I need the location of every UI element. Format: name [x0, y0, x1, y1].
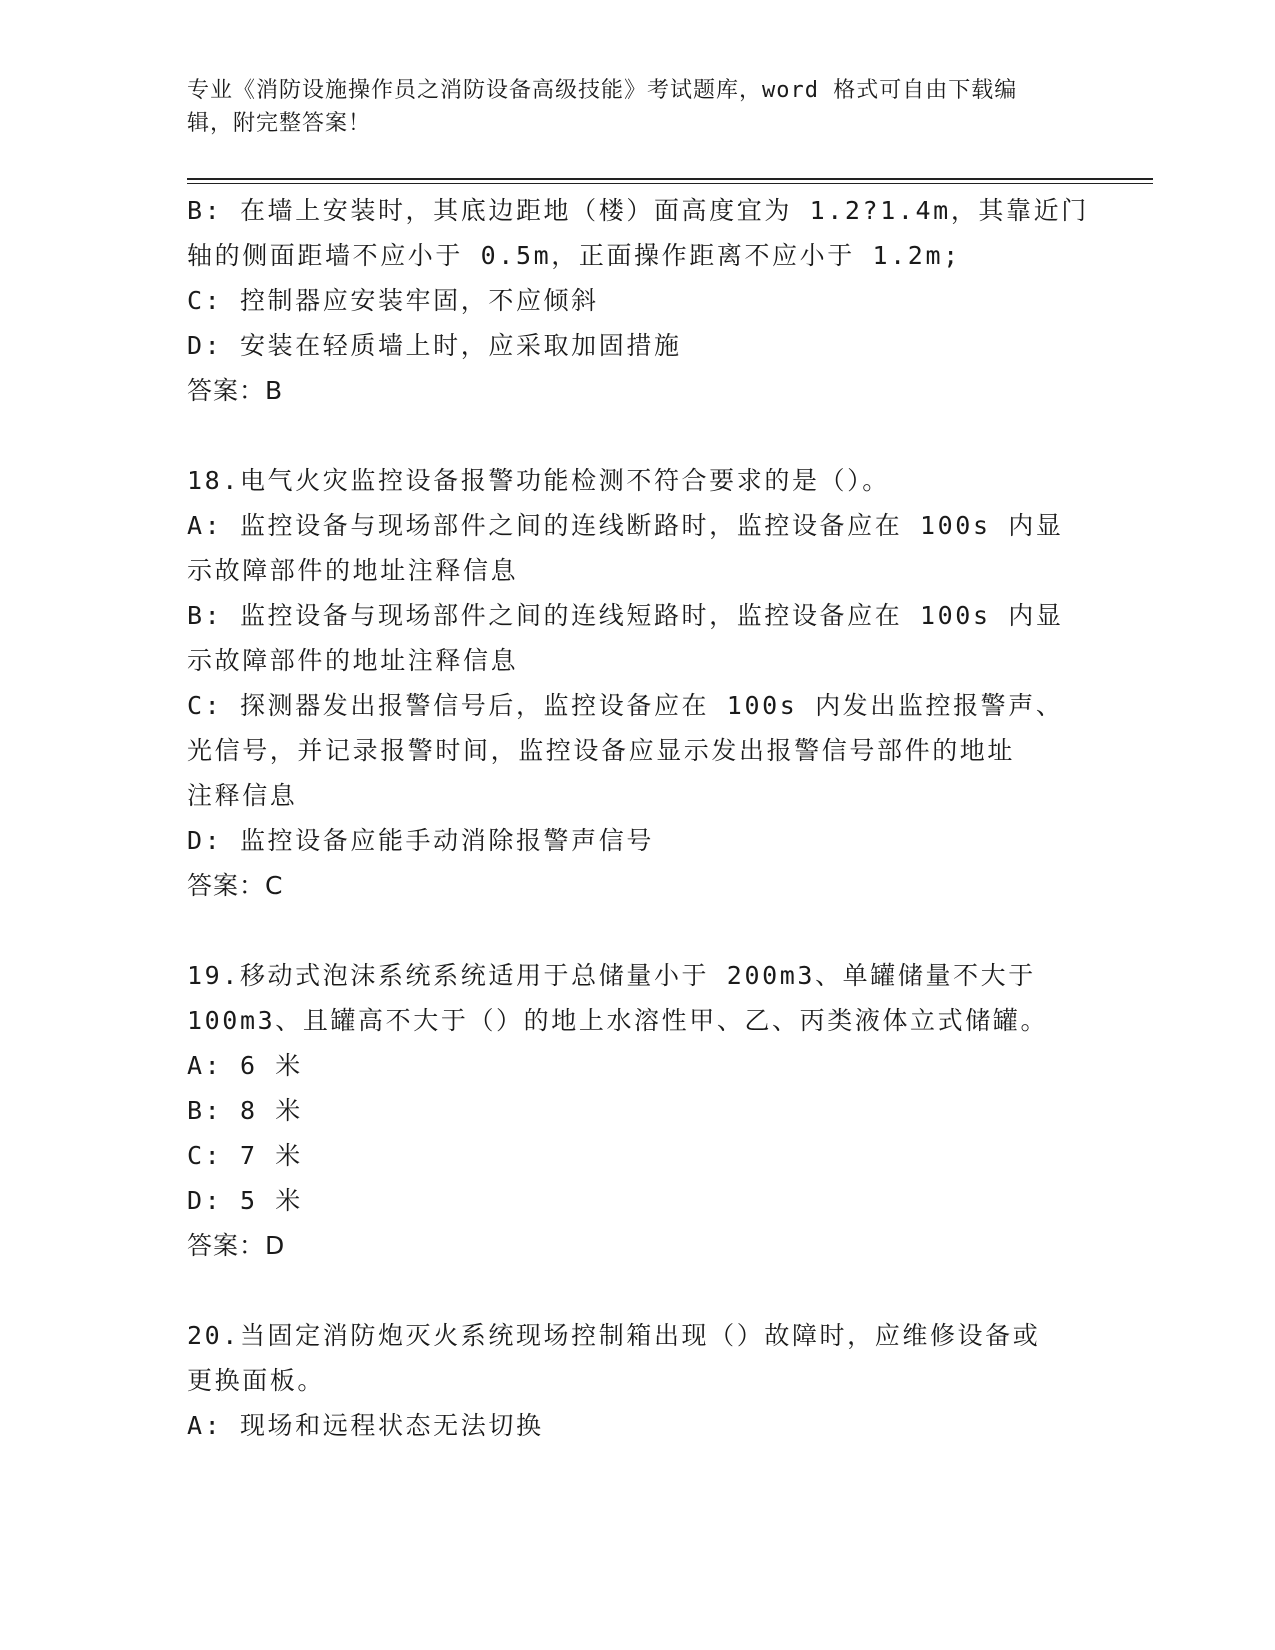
option-a-line-1: A: 监控设备与现场部件之间的连线断路时，监控设备应在 100s 内显: [187, 511, 1064, 540]
option-a: A: 6 米: [187, 1051, 303, 1080]
option-b-line-1: B: 监控设备与现场部件之间的连线短路时，监控设备应在 100s 内显: [187, 601, 1064, 630]
document-header: [187, 74, 1067, 140]
option-d: D: 安装在轻质墙上时，应采取加固措施: [187, 331, 682, 360]
question-text: 18.电气火灾监控设备报警功能检测不符合要求的是（）。: [187, 466, 890, 495]
option-c: C: 7 米: [187, 1141, 303, 1170]
question-20: [187, 1313, 1087, 1448]
spacer: [187, 413, 1087, 458]
option-d: D: 监控设备应能手动消除报警声信号: [187, 826, 654, 855]
question-19: [187, 953, 1087, 1268]
header-line-1: 专业《消防设施操作员之消防设备高级技能》考试题库，word 格式可自由下载编: [187, 78, 1018, 103]
question-text-line-1: 20.当固定消防炮灭火系统现场控制箱出现（）故障时，应维修设备或: [187, 1321, 1041, 1350]
header-divider-thick: [187, 178, 1153, 180]
header-divider-thin: [187, 183, 1153, 184]
spacer: [187, 908, 1087, 953]
question-text-line-1: 19.移动式泡沫系统系统适用于总储量小于 200m3、单罐储量不大于: [187, 961, 1036, 990]
question-17-tail: [187, 188, 1087, 413]
option-a: A: 现场和远程状态无法切换: [187, 1411, 544, 1440]
option-b-line-2: 轴的侧面距墙不应小于 0.5m，正面操作距离不应小于 1.2m;: [187, 241, 961, 270]
option-b-line-2: 示故障部件的地址注释信息: [187, 646, 519, 675]
question-list: [187, 188, 1087, 1448]
header-line-2: 辑，附完整答案！: [187, 111, 372, 136]
option-b-line-1: B: 在墙上安装时，其底边距地（楼）面高度宜为 1.2?1.4m，其靠近门: [187, 196, 1089, 225]
option-b: B: 8 米: [187, 1096, 303, 1125]
question-18: [187, 458, 1087, 908]
spacer: [187, 1268, 1087, 1313]
option-d: D: 5 米: [187, 1186, 303, 1215]
answer: 答案：B: [187, 376, 284, 405]
option-c-line-1: C: 探测器发出报警信号后，监控设备应在 100s 内发出监控报警声、: [187, 691, 1064, 720]
option-c-line-3: 注释信息: [187, 781, 298, 810]
question-text-line-2: 100m3、且罐高不大于（）的地上水溶性甲、乙、丙类液体立式储罐。: [187, 1006, 1049, 1035]
question-text-line-2: 更换面板。: [187, 1366, 326, 1395]
answer: 答案：D: [187, 1231, 286, 1260]
option-a-line-2: 示故障部件的地址注释信息: [187, 556, 519, 585]
answer: 答案：C: [187, 871, 284, 900]
option-c-line-2: 光信号，并记录报警时间，监控设备应显示发出报警信号部件的地址: [187, 736, 1016, 765]
option-c: C: 控制器应安装牢固，不应倾斜: [187, 286, 599, 315]
